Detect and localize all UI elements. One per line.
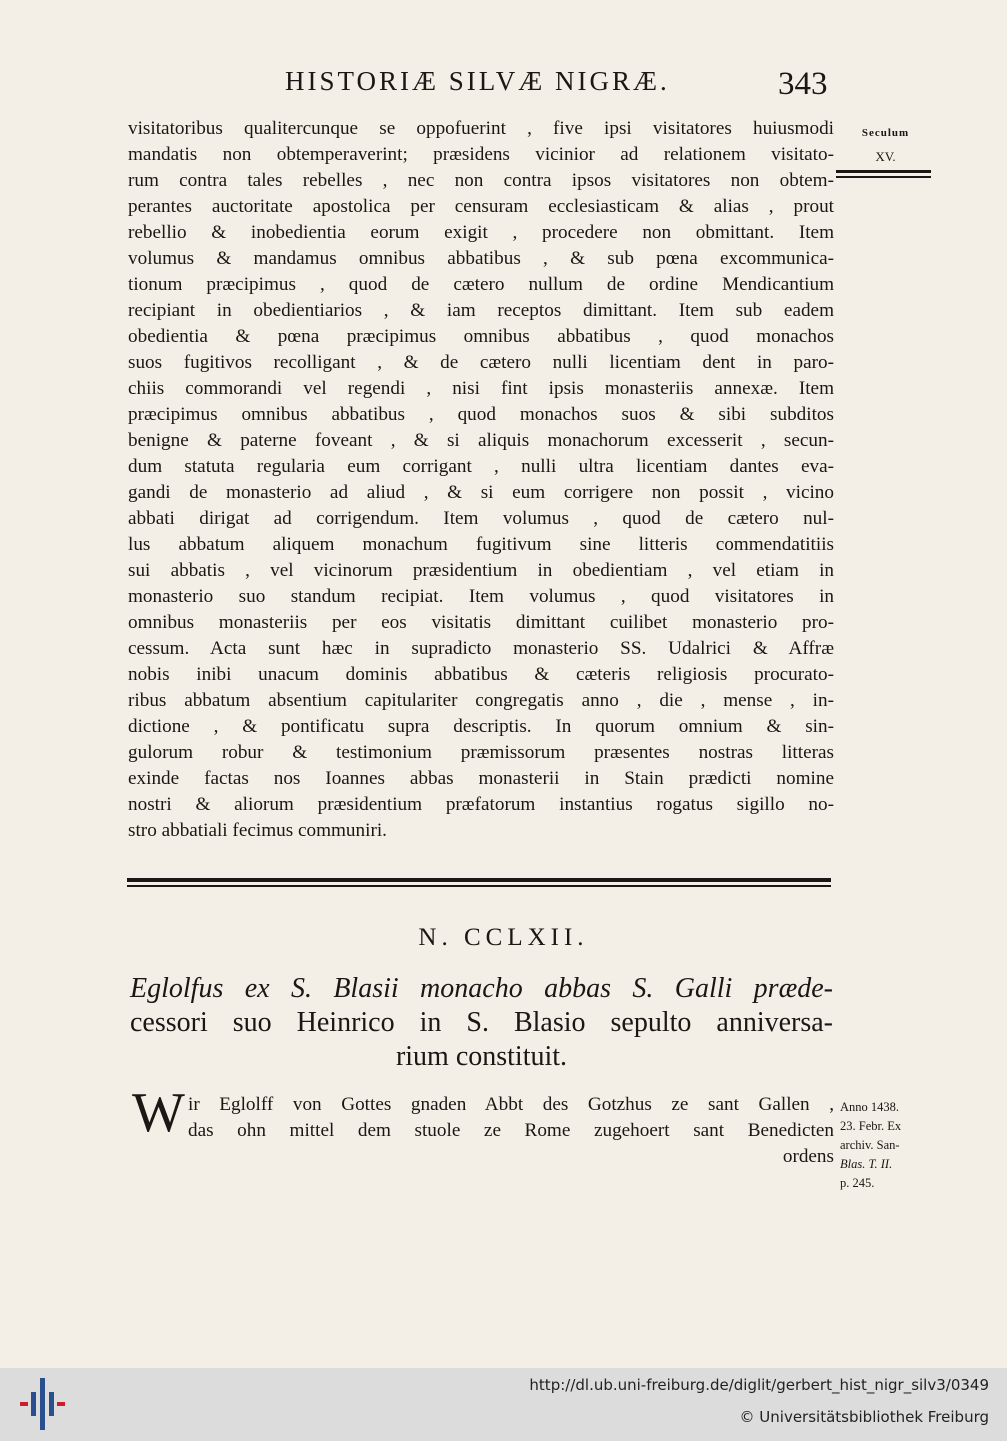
running-head: HISTORIÆ SILVÆ NIGRÆ.: [285, 66, 670, 96]
page-number: 343: [778, 66, 828, 102]
text-line: visitatoribus qualitercunque se oppofuerint , five ipsi visitatores huiusmodi: [128, 118, 834, 139]
drop-cap-initial: W: [132, 1082, 185, 1144]
margin-note-line: Anno 1438.: [840, 1100, 900, 1114]
text-line: volumus & mandamus omnibus abbatibus , & sub pœna excommunica-: [128, 248, 834, 269]
text-line: gulorum robur & testimonium præmissorum præsentes nostras litteras: [128, 742, 834, 763]
text-line: recipiant in obedientiarios , & iam receptos dimittant. Item sub eadem: [128, 300, 834, 321]
text-line: monasterio suo standum recipiat. Item volumus , quod visitatores in: [128, 586, 834, 607]
library-logo-icon: [18, 1378, 66, 1430]
text-line: lus abbatum aliquem monachum fugitivum sine litteris commendatitiis: [128, 534, 834, 555]
text-line: rebellio & inobedientia eorum exigit , procedere non obmittant. Item: [128, 222, 834, 243]
document-title: [130, 972, 833, 1074]
title-line: cessori suo Heinrico in S. Blasio sepulto anniversa-: [130, 1007, 833, 1038]
german-text: [188, 1092, 834, 1170]
margin-rule: [836, 170, 931, 173]
margin-note-line: archiv. San-: [840, 1138, 900, 1152]
margin-note-line: Blas. T. II.: [840, 1157, 893, 1171]
text-line: mandatis non obtemperaverint; præsidens vicinior ad relationem visitato-: [128, 144, 834, 165]
text-line: perantes auctoritate apostolica per censuram ecclesiasticam & alias , prout: [128, 196, 834, 217]
text-line: ir Eglolff von Gottes gnaden Abbt des Gotzhus ze sant Gallen ,: [188, 1094, 834, 1115]
title-line: Eglolfus ex S. Blasii monacho abbas S. Galli præde-: [130, 973, 833, 1004]
margin-note-century-label: Seculum: [861, 127, 910, 139]
section-divider: [127, 885, 831, 887]
margin-note-century: [838, 121, 933, 169]
margin-rule: [836, 176, 931, 178]
text-line: ordens: [782, 1146, 834, 1167]
text-line: dum statuta regularia eum corrigant , nulli ultra licentiam dantes eva-: [128, 456, 834, 477]
text-line: gandi de monasterio ad aliud , & si eum corrigere non possit , vicino: [128, 482, 834, 503]
text-line: ribus abbatum absentium capitulariter congregatis anno , die , mense , in-: [128, 690, 834, 711]
text-line: suos fugitivos recolligant , & de cætero nulli licentiam dent in paro-: [128, 352, 834, 373]
copyright-notice: © Universitätsbibliothek Freiburg: [739, 1408, 989, 1426]
latin-body-text: [128, 116, 834, 844]
text-line: das ohn mittel dem stuole ze Rome zugehoert sant Benedicten: [188, 1120, 834, 1141]
permalink-url[interactable]: http://dl.ub.uni-freiburg.de/diglit/gerbert_hist_nigr_silv3/0349: [529, 1376, 989, 1394]
text-line: cessum. Acta sunt hæc in supradicto monasterio SS. Udalrici & Affræ: [128, 638, 834, 659]
text-line: omnibus monasteriis per eos visitatis dimittant cuilibet monasterio pro-: [128, 612, 834, 633]
margin-note-line: p. 245.: [840, 1176, 875, 1190]
margin-note-date-source: [840, 1098, 940, 1193]
text-line: benigne & paterne foveant , & si aliquis monachorum excesserit , secun-: [128, 430, 834, 451]
text-line: abbati dirigat ad corrigendum. Item volumus , quod de cætero nul-: [128, 508, 834, 529]
text-line: rum contra tales rebelles , nec non contra ipsos visitatores non obtem-: [128, 170, 834, 191]
text-line: tionum præcipimus , quod de cætero nullum de ordine Mendicantium: [128, 274, 834, 295]
section-divider: [127, 878, 831, 882]
viewer-footer: [0, 1368, 1007, 1441]
text-line: nobis inibi unacum dominis abbatibus & cæteris religiosis procurato-: [128, 664, 834, 685]
title-line: rium constituit.: [395, 1041, 568, 1072]
margin-note-century-number: XV.: [875, 149, 896, 164]
margin-note-line: 23. Febr. Ex: [840, 1119, 902, 1133]
text-line: dictione , & pontificatu supra descriptis. In quorum omnium & sin-: [128, 716, 834, 737]
text-line: sui abbatis , vel vicinorum præsidentium in obedientiam , vel etiam in: [128, 560, 834, 581]
document-number-heading: N. CCLXII.: [418, 924, 589, 951]
text-line: obedientia & pœna præcipimus omnibus abbatibus , quod monachos: [128, 326, 834, 347]
text-line: præcipimus omnibus abbatibus , quod monachos suos & sibi subditos: [128, 404, 834, 425]
text-line: chiis commorandi vel regendi , nisi fint ipsis monasteriis annexæ. Item: [128, 378, 834, 399]
text-line: stro abbatiali fecimus communiri.: [128, 820, 387, 841]
text-line: exinde factas nos Ioannes abbas monasterii in Stain prædicti nomine: [128, 768, 834, 789]
text-line: nostri & aliorum præsidentium præfatorum instantius rogatus sigillo no-: [128, 794, 834, 815]
